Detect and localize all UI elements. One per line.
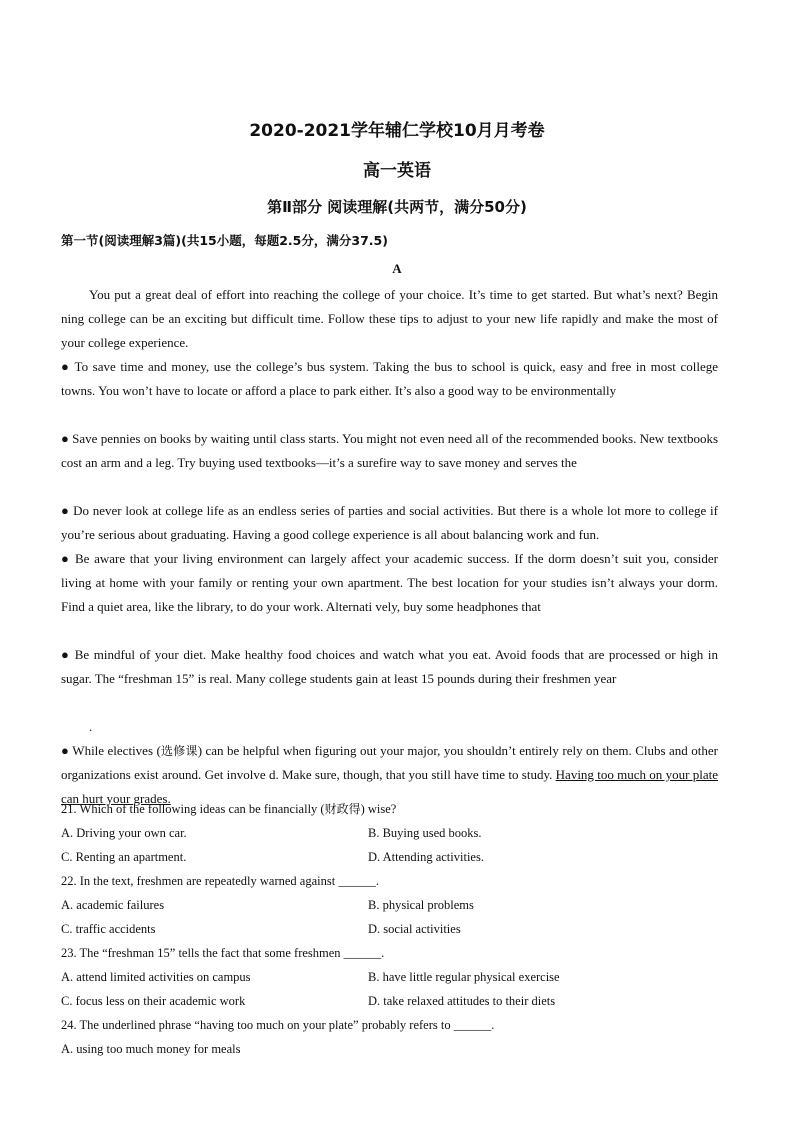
blank-line	[61, 619, 718, 643]
question-stem-b: ) wise?	[360, 802, 397, 816]
options-row	[61, 845, 718, 869]
option-c: C. focus less on their academic work	[61, 994, 246, 1008]
passage-intro: You put a great deal of effort into reaching the college of your choice. It’s time to get started. But what’s next? Begin ning college can be an exciting but difficult time. Follow these tips to adjust to your new life rapidly and make the most of your college experience.	[61, 287, 718, 350]
stray-dot: .	[89, 719, 93, 734]
options-row	[61, 821, 718, 845]
option-a: A. Driving your own car.	[61, 826, 187, 840]
option-b: B. physical problems	[368, 898, 474, 912]
part-heading: 第Ⅱ部分 阅读理解(共两节，满分50分)	[267, 198, 527, 216]
options-row	[61, 893, 718, 917]
options-row	[61, 965, 718, 989]
tip-diet: ● Be mindful of your diet. Make healthy food choices and watch what you eat. Avoid foods that are processed or high in sugar. The “freshman 15” is real. Many college students gain at least 15 pounds during their freshmen year	[61, 647, 718, 686]
option-c: C. Renting an apartment.	[61, 850, 187, 864]
question-list	[61, 797, 718, 1061]
question-23: 23. The “freshman 15” tells the fact that some freshmen ______.	[61, 946, 385, 960]
option-d: D. take relaxed attitudes to their diets	[368, 994, 556, 1008]
tip-electives-text-a: ● While electives (	[61, 743, 161, 758]
blank-line	[61, 691, 718, 715]
tip-living: ● Be aware that your living environment can largely affect your academic success. If the dorm doesn’t suit you, consider living at home with your family or renting your own apartment. The best location for your studies isn’t always your dorm. Find a quiet area, like the library, to do your work. Alternati vely, buy some headphones that	[61, 551, 718, 614]
question-stem-a: 21. Which of the following ideas can be financially (	[61, 802, 325, 816]
option-a: A. using too much money for meals	[61, 1042, 241, 1056]
question-21	[61, 797, 718, 821]
option-a: A. academic failures	[61, 898, 165, 912]
exam-title: 2020-2021学年辅仁学校10月月考卷	[249, 121, 545, 141]
blank-line	[61, 403, 718, 427]
exam-subtitle: 高一英语	[363, 161, 431, 181]
option-b: B. have little regular physical exercise	[368, 970, 560, 984]
tip-electives-cn: 选修课	[160, 744, 198, 758]
tip-bus: ● To save time and money, use the college’s bus system. Taking the bus to school is quick, easy and free in most college towns. You won’t have to locate or afford a place to park either. It’s also a good way to be environmentally	[61, 359, 718, 398]
underlined-phrase: Having too much on your plate can hurt your grades.	[61, 767, 718, 806]
option-d: D. Attending activities.	[368, 850, 484, 864]
option-d: D. social activities	[368, 922, 461, 936]
tip-books: ● Save pennies on books by waiting until class starts. You might not even need all of the recommended books. New textbooks cost an arm and a leg. Try buying used textbooks—it’s a surefire way to save money and serves the	[61, 431, 718, 470]
option-a: A. attend limited activities on campus	[61, 970, 251, 984]
question-22: 22. In the text, freshmen are repeatedly warned against ______.	[61, 874, 379, 888]
option-c: C. traffic accidents	[61, 922, 156, 936]
question-stem-cn: 财政得	[324, 802, 361, 816]
blank-line	[61, 475, 718, 499]
options-row	[61, 989, 718, 1013]
tip-balance: ● Do never look at college life as an endless series of parties and social activities. But there is a whole lot more to college if you’re serious about graduating. Having a good college experience is all about balancing work and fun.	[61, 503, 718, 542]
options-row	[61, 917, 718, 941]
section-heading: 第一节(阅读理解3篇)(共15小题，每题2.5分，满分37.5)	[61, 233, 388, 248]
option-b: B. Buying used books.	[368, 826, 482, 840]
tip-electives-text-b: ) can be helpful when figuring out your major, you shouldn’t entirely rely on them. Clubs and other organizations exist around. Get involve d. Make sure, though, that you still have time to study.	[61, 743, 718, 782]
passage-label: A	[392, 261, 402, 276]
options-row	[61, 1037, 718, 1061]
question-24: 24. The underlined phrase “having too much on your plate” probably refers to ______.	[61, 1018, 495, 1032]
passage-body	[61, 283, 718, 811]
